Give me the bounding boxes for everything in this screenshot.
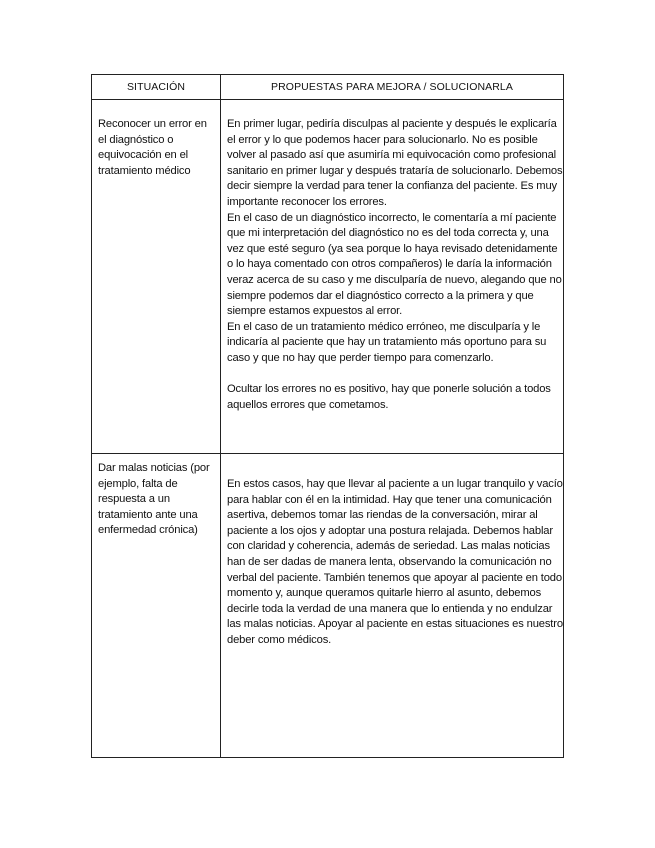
header-row-divider — [92, 99, 563, 100]
proposal-paragraph: En primer lugar, pediría disculpas al paciente y después le explicaría el error y lo que podemos hacer para solucionarlo. No es posible volver al pasado así que asumiría mi equivocación como profesional sanitario en primer lugar y después trataría de solucionarlo. Debemos decir siempre la verdad para tener la confianza del paciente. Es muy importante reconocer los errores. — [227, 118, 563, 208]
proposal-paragraph: En estos casos, hay que llevar al paciente a un lugar tranquilo y vacío para hablar con él en la intimidad. Hay que tener una comunicación asertiva, debemos tomar las riendas de la conversación, mirar al paciente a los ojos y adoptar una postura relajada. Debemos hablar con claridad y coherencia, además de seriedad. Las malas noticias han de ser dadas de manera lenta, observando la comunicación no verbal del paciente. También tenemos que apoyar al paciente en todo momento y, aunque queramos quitarle hierro al asunto, debemos decirle toda la verdad de una manera que lo entienda y no endulzar las malas noticias. Apoyar al paciente en estas situaciones es nuestro deber como médicos. — [227, 478, 563, 646]
proposal-paragraph: En el caso de un tratamiento médico erróneo, me disculparía y le indicaría al paciente que hay un tratamiento más oportuno para su caso y que no hay que perder tiempo para comenzarlo. — [227, 320, 547, 364]
situation-cell-bad-news — [98, 461, 216, 539]
situation-text: Reconocer un error en el diagnóstico o equivocación en el tratamiento médico — [98, 118, 207, 177]
header-proposals: PROPUESTAS PARA MEJORA / SOLUCIONARLA — [271, 81, 513, 93]
header-situation: SITUACIÓN — [126, 81, 186, 93]
situation-text: Dar malas noticias (por ejemplo, falta de respuesta a un tratamiento ante una enfermedad crónica) — [98, 462, 210, 537]
situations-table — [91, 74, 564, 758]
proposal-cell-bad-news — [227, 477, 563, 649]
situation-cell-error — [98, 117, 216, 179]
proposal-cell-error — [227, 117, 563, 413]
proposal-paragraph: En el caso de un diagnóstico incorrecto, le comentaría a mí paciente que mi interpretación del diagnóstico no es del toda correcta y, una vez que esté seguro (ya sea porque lo haya revisado detenidamente o lo haya comentado con otros compañeros) le daría la información veraz acerca de su caso y me disculparía de nuevo, alegando que no siempre podemos dar el diagnóstico correcto a la primera y que siempre estamos expuestos al error. — [227, 211, 562, 318]
proposal-paragraph: Ocultar los errores no es positivo, hay que ponerle solución a todos aquellos errores que cometamos. — [227, 383, 551, 411]
column-divider — [220, 75, 221, 757]
row-divider — [92, 453, 563, 454]
